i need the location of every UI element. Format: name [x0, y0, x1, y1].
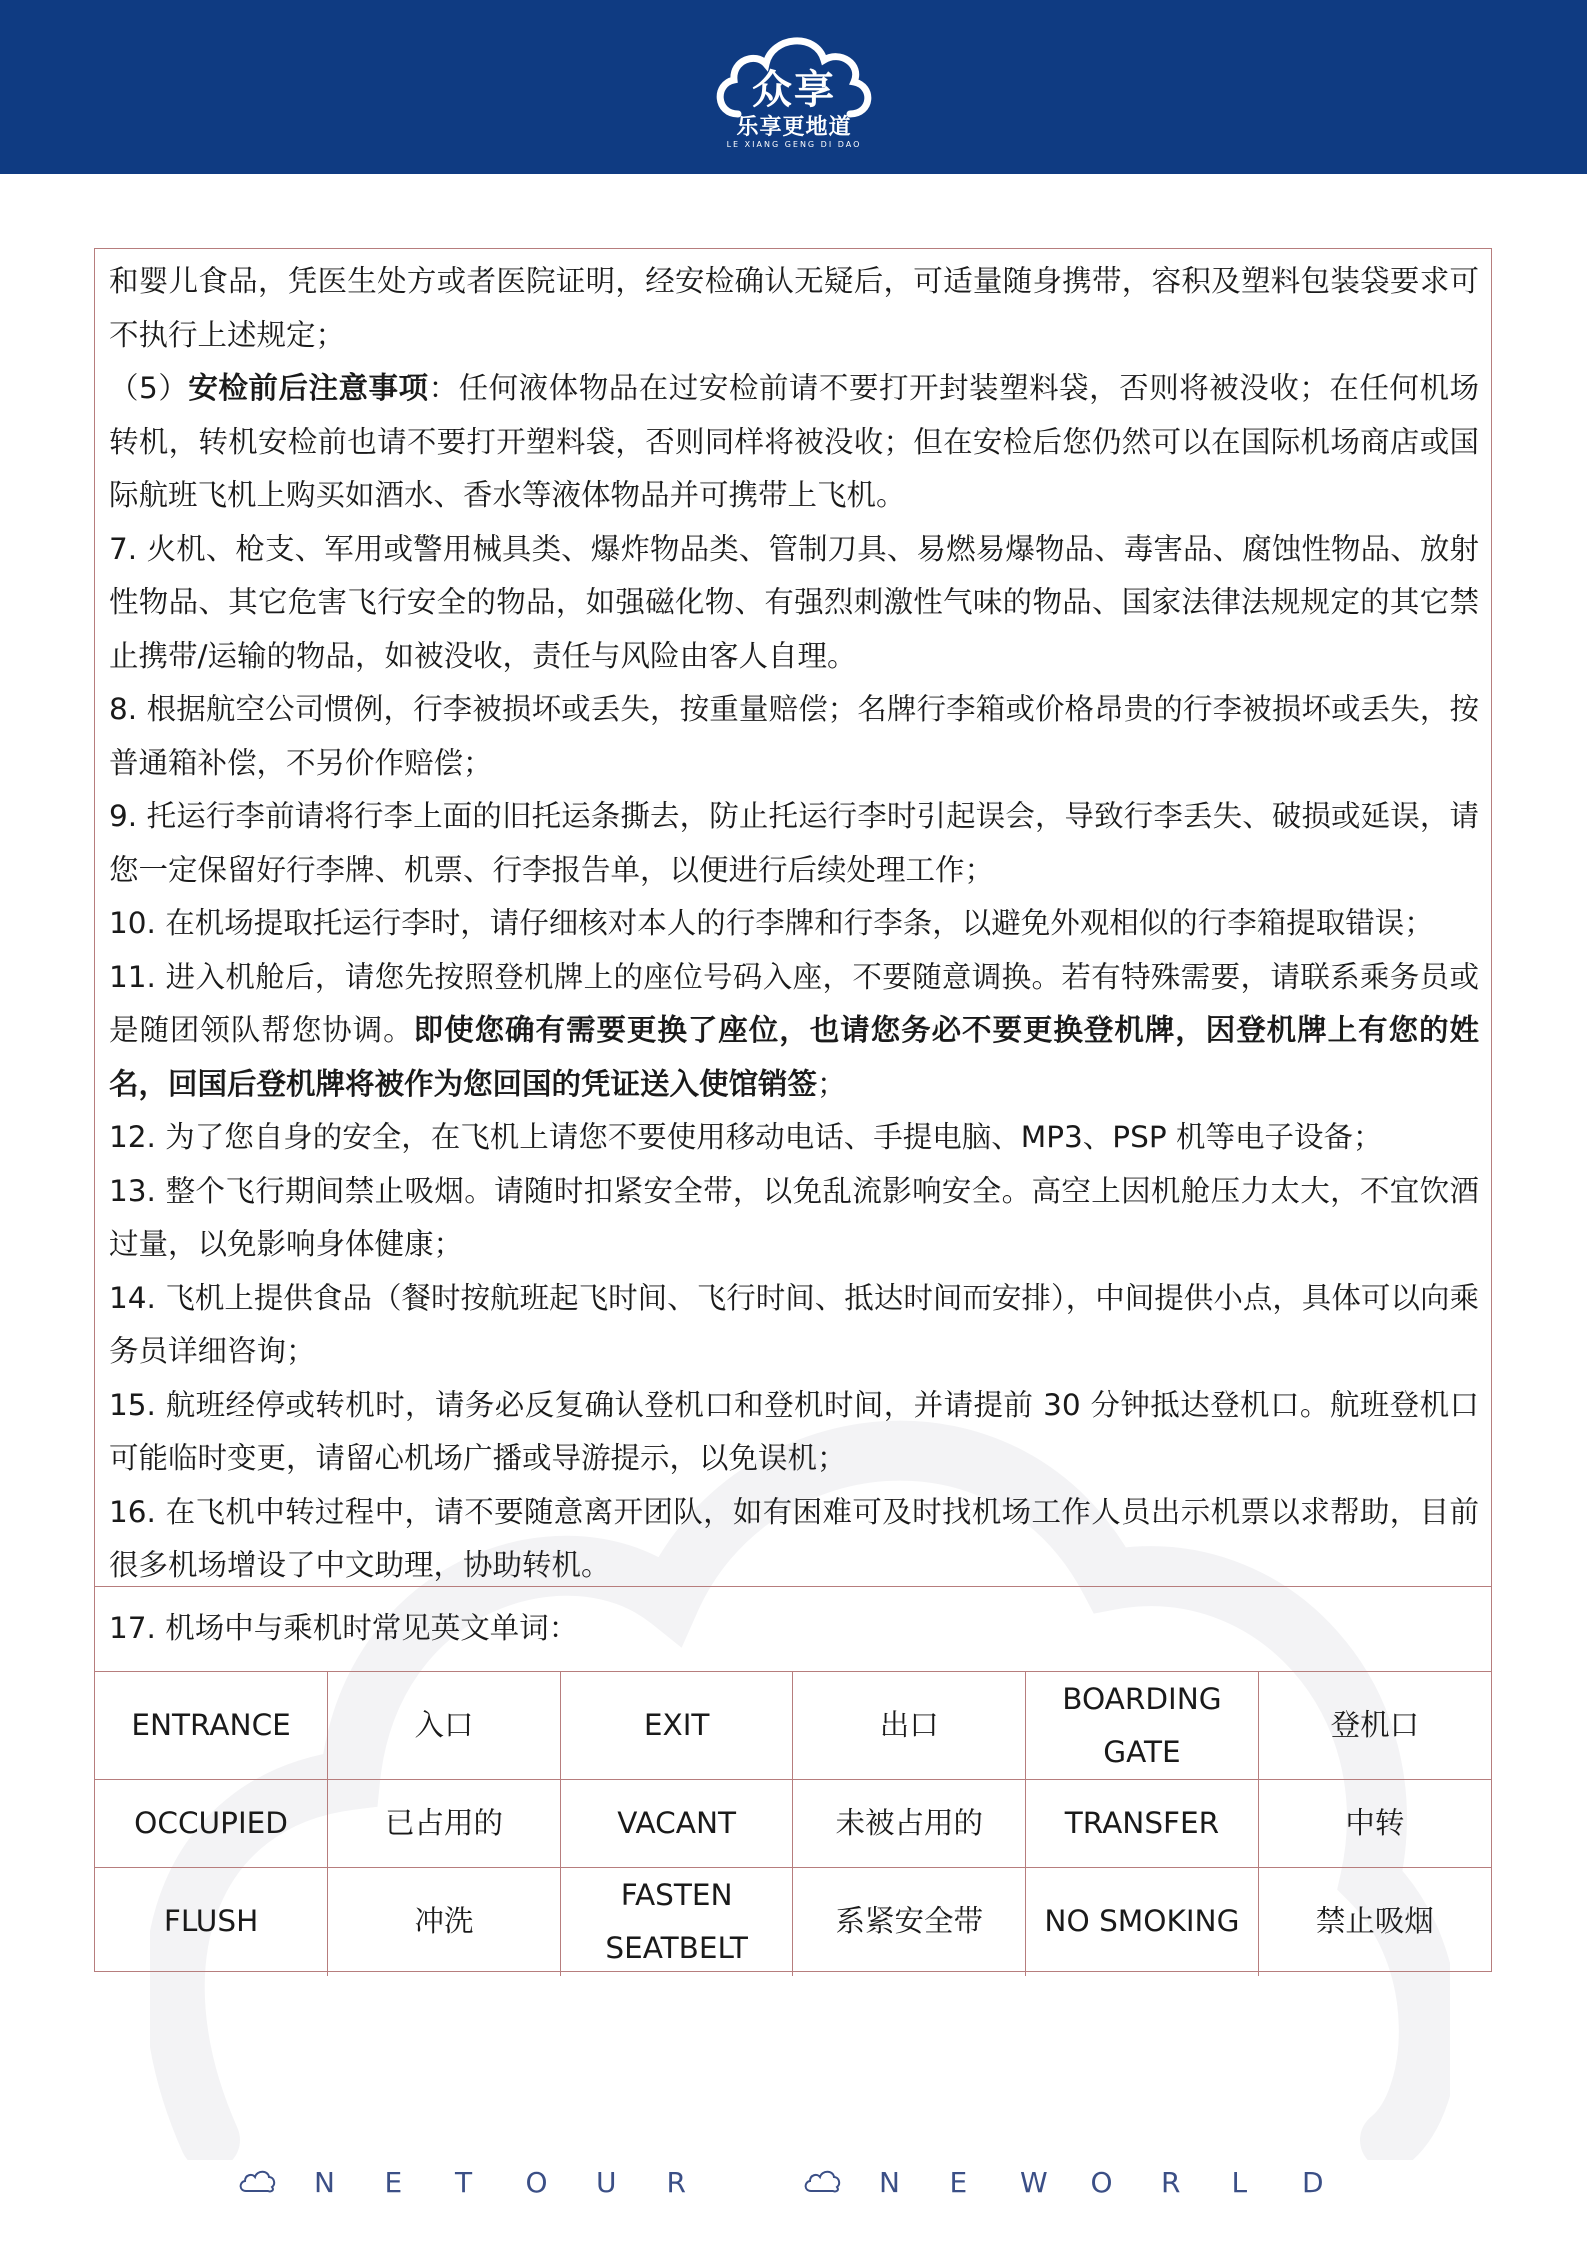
paragraph-security-notes — [109, 362, 1479, 523]
footer-letter: T — [455, 2165, 473, 2199]
item-11-bold: 即使您确有需要更换了座位，也请您务必不要更换登机牌，因登机牌上有您的姓名，回国后登机牌将被作为您回国的凭证送入使馆销签 — [109, 1013, 1479, 1101]
header-banner — [0, 0, 1587, 174]
table-cell: 中转 — [1258, 1780, 1491, 1868]
footer-letter: R — [666, 2165, 686, 2199]
vocab-table-title: 17. 机场中与乘机时常见英文单词： — [109, 1611, 579, 1645]
table-cell: 禁止吸烟 — [1258, 1868, 1491, 1976]
paragraph-infant-food: 和婴儿食品，凭医生处方或者医院证明，经安检确认无疑后，可适量随身携带，容积及塑料包装袋要求可不执行上述规定； — [109, 264, 1479, 352]
item-15: 15. 航班经停或转机时，请务必反复确认登机口和登机时间，并请提前 30 分钟抵达登机口。航班登机口可能临时变更，请留心机场广播或导游提示，以免误机； — [109, 1387, 1479, 1475]
item-16: 16. 在飞机中转过程中，请不要随意离开团队，如有困难可及时找机场工作人员出示机票以求帮助，目前很多机场增设了中文助理，协助转机。 — [109, 1494, 1479, 1582]
footer-netour — [238, 2162, 737, 2202]
item-7: 7. 火机、枪支、军用或警用械具类、爆炸物品类、管制刀具、易燃易爆物品、毒害品、腐蚀性物品、放射性物品、其它危害飞行安全的物品，如强磁化物、有强烈刺激性气味的物品、国家法律法规规定的其它禁止携带/运输的物品，如被没收，责任与风险由客人自理。 — [109, 531, 1479, 673]
table-cell: 冲洗 — [328, 1868, 561, 1976]
table-cell: VACANT — [560, 1780, 793, 1868]
table-cell: ENTRANCE — [95, 1672, 328, 1780]
footer-tagline — [0, 2162, 1587, 2202]
vocab-table — [95, 1671, 1491, 1976]
table-row — [95, 1672, 1491, 1780]
item-12: 12. 为了您自身的安全，在飞机上请您不要使用移动电话、手提电脑、MP3、PSP 机等电子设备； — [109, 1120, 1383, 1154]
footer-letter: L — [1231, 2165, 1248, 2199]
logo-title: 众享 — [752, 67, 836, 113]
item-14: 14. 飞机上提供食品（餐时按航班起飞时间、飞行时间、抵达时间而安排），中间提供小点，具体可以向乘务员详细咨询； — [109, 1280, 1479, 1368]
notice-text — [109, 255, 1479, 1593]
footer-letter: N — [879, 2165, 900, 2199]
footer-letters-left — [314, 2166, 737, 2199]
bold-heading: 安检前后注意事项 — [188, 371, 429, 405]
item-9: 9. 托运行李前请将行李上面的旧托运条撕去，防止托运行李时引起误会，导致行李丢失、破损或延误，请您一定保留好行李牌、机票、行李报告单，以便进行后续处理工作； — [109, 799, 1479, 887]
item-number: （5） — [109, 371, 189, 405]
footer-letter: O — [1090, 2165, 1113, 2199]
footer-letter: N — [314, 2165, 335, 2199]
brand-logo — [708, 22, 880, 152]
notice-content-box — [94, 248, 1492, 1972]
table-cell: 登机口 — [1258, 1672, 1491, 1780]
footer-letter: W — [1020, 2165, 1048, 2199]
table-cell: 出口 — [793, 1672, 1026, 1780]
logo-slogan: 乐享更地道 — [736, 115, 852, 140]
table-cell: OCCUPIED — [95, 1780, 328, 1868]
item-8: 8. 根据航空公司惯例，行李被损坏或丢失，按重量赔偿；名牌行李箱或价格昂贵的行李被损坏或丢失，按普通箱补偿，不另价作赔偿； — [109, 692, 1479, 780]
table-row — [95, 1780, 1491, 1868]
item-13: 13. 整个飞行期间禁止吸烟。请随时扣紧安全带，以免乱流影响安全。高空上因机舱压力太大，不宜饮酒过量，以免影响身体健康； — [109, 1173, 1479, 1261]
table-cell: FASTEN SEATBELT — [560, 1868, 793, 1976]
footer-letter: D — [1302, 2165, 1324, 2199]
table-cell: 未被占用的 — [793, 1780, 1026, 1868]
logo-pinyin: LE XIANG GENG DI DAO — [726, 140, 862, 149]
table-cell: TRANSFER — [1026, 1780, 1259, 1868]
footer-letters-right — [879, 2166, 1373, 2199]
table-cell: 入口 — [328, 1672, 561, 1780]
item-11-body: 11. 进入机舱后，请您先按照登机牌上的座位号码入座，不要随意调换。若有特殊需要，请联系乘务员或是随团领队帮您协调。 — [109, 959, 1479, 1047]
footer-letter: E — [949, 2165, 968, 2199]
footer-letter: E — [384, 2165, 403, 2199]
footer-letter: U — [596, 2165, 617, 2199]
table-cell: FLUSH — [95, 1868, 328, 1976]
table-cell: 已占用的 — [328, 1780, 561, 1868]
cloud-icon — [238, 2169, 276, 2195]
item-10: 10. 在机场提取托运行李时，请仔细核对本人的行李牌和行李条，以避免外观相似的行李箱提取错误； — [109, 906, 1434, 940]
paragraph-body: ：任何液体物品在过安检前请不要打开封装塑料袋，否则将被没收；在任何机场转机，转机安检前也请不要打开塑料袋，否则同样将被没收；但在安检后您仍然可以在国际机场商店或国际航班飞机上购买如酒水、香水等液体物品并可携带上飞机。 — [109, 371, 1479, 512]
item-11 — [109, 951, 1479, 1112]
cloud-icon — [803, 2169, 841, 2195]
table-cell: BOARDING GATE — [1026, 1672, 1259, 1780]
item-11-end: ； — [817, 1066, 847, 1101]
table-row — [95, 1868, 1491, 1976]
section-divider — [95, 1586, 1491, 1587]
footer-letter: R — [1161, 2165, 1181, 2199]
table-cell: NO SMOKING — [1026, 1868, 1259, 1976]
footer-letter: O — [525, 2165, 548, 2199]
table-cell: 系紧安全带 — [793, 1868, 1026, 1976]
footer-neworld — [803, 2162, 1373, 2202]
table-cell: EXIT — [560, 1672, 793, 1780]
